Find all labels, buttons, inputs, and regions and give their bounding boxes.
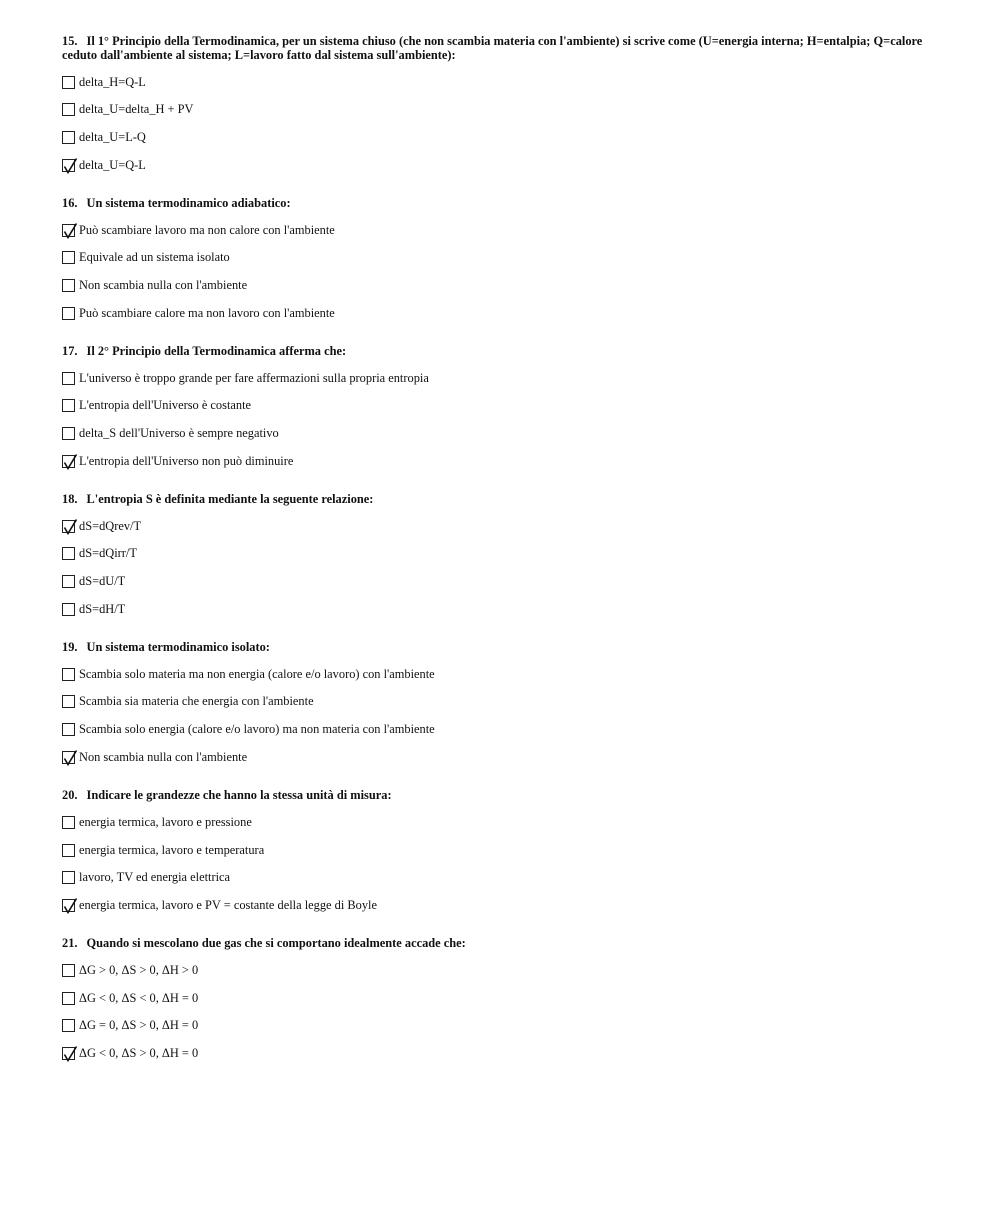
option-label: dS=dQirr/T [79, 546, 137, 561]
answer-option[interactable] [62, 248, 942, 268]
checkbox[interactable] [62, 723, 75, 736]
answer-option[interactable] [62, 572, 942, 592]
checkbox[interactable] [62, 964, 75, 977]
question-block [62, 492, 942, 619]
answer-option[interactable] [62, 368, 942, 388]
checkbox[interactable] [62, 131, 75, 144]
checked-checkbox[interactable] [62, 520, 75, 533]
question-heading [62, 640, 942, 654]
checkbox[interactable] [62, 695, 75, 708]
option-label: dS=dH/T [79, 601, 126, 616]
quiz-document [62, 34, 942, 1084]
checkbox[interactable] [62, 992, 75, 1005]
question-text: Quando si mescolano due gas che si comportano idealmente accade che: [86, 936, 466, 951]
option-label: ΔG < 0, ΔS > 0, ΔH = 0 [79, 1045, 199, 1060]
checkbox[interactable] [62, 399, 75, 412]
option-label: delta_U=L-Q [79, 129, 146, 144]
question-block [62, 196, 942, 323]
checkbox[interactable] [62, 103, 75, 116]
question-heading [62, 196, 942, 210]
question-heading [62, 788, 942, 802]
checked-checkbox[interactable] [62, 224, 75, 237]
option-label: lavoro, TV ed energia elettrica [79, 870, 231, 885]
checked-checkbox[interactable] [62, 455, 75, 468]
checked-checkbox[interactable] [62, 159, 75, 172]
question-block [62, 788, 942, 915]
answer-option[interactable] [62, 895, 942, 915]
option-label: ΔG < 0, ΔS < 0, ΔH = 0 [79, 990, 199, 1005]
answer-option[interactable] [62, 275, 942, 295]
question-heading [62, 34, 942, 62]
question-number: 17. [62, 344, 78, 359]
answer-option[interactable] [62, 220, 942, 240]
question-number: 18. [62, 492, 78, 507]
question-text: Indicare le grandezze che hanno la stessa unità di misura: [86, 788, 392, 803]
question-text: L'entropia S è definita mediante la seguente relazione: [86, 492, 374, 507]
answer-option[interactable] [62, 812, 942, 832]
answer-option[interactable] [62, 692, 942, 712]
checkbox[interactable] [62, 427, 75, 440]
option-label: delta_U=delta_H + PV [79, 102, 194, 117]
question-number: 16. [62, 196, 78, 211]
option-label: Non scambia nulla con l'ambiente [79, 749, 248, 764]
checkbox[interactable] [62, 816, 75, 829]
option-label: Equivale ad un sistema isolato [79, 250, 230, 265]
option-label: energia termica, lavoro e pressione [79, 814, 252, 829]
answer-option[interactable] [62, 1043, 942, 1063]
option-label: L'entropia dell'Universo è costante [79, 398, 252, 413]
question-number: 21. [62, 936, 78, 951]
option-label: Scambia solo energia (calore e/o lavoro) ma non materia con l'ambiente [79, 722, 435, 737]
question-text: Un sistema termodinamico adiabatico: [86, 196, 291, 211]
option-label: ΔG > 0, ΔS > 0, ΔH > 0 [79, 962, 199, 977]
question-block [62, 344, 942, 471]
answer-option[interactable] [62, 664, 942, 684]
question-block [62, 640, 942, 767]
question-text: Il 2° Principio della Termodinamica afferma che: [86, 344, 347, 359]
option-label: delta_S dell'Universo è sempre negativo [79, 426, 279, 440]
question-text: Il 1° Principio della Termodinamica, per un sistema chiuso (che non scambia materia con l'ambiente) si scrive come (U=energia interna; H=entalpia; Q=calore ceduto dall'ambiente al sistema; L=lavoro fatto dal sistema sull'ambiente): [62, 34, 923, 62]
question-block [62, 936, 942, 1063]
checked-checkbox[interactable] [62, 751, 75, 764]
answer-option[interactable] [62, 544, 942, 564]
checkbox[interactable] [62, 668, 75, 681]
checkbox[interactable] [62, 844, 75, 857]
option-label: Può scambiare lavoro ma non calore con l'ambiente [79, 222, 335, 237]
option-label: Non scambia nulla con l'ambiente [79, 277, 248, 292]
question-number: 19. [62, 640, 78, 655]
question-heading [62, 344, 942, 358]
answer-option[interactable] [62, 127, 942, 147]
answer-option[interactable] [62, 720, 942, 740]
question-heading [62, 936, 942, 950]
checkmark-icon [62, 453, 78, 470]
answer-option[interactable] [62, 72, 942, 92]
checked-checkbox[interactable] [62, 1047, 75, 1060]
option-label: energia termica, lavoro e temperatura [79, 842, 265, 857]
checkmark-icon [62, 897, 78, 914]
option-label: delta_H=Q-L [79, 74, 146, 89]
checkbox[interactable] [62, 307, 75, 320]
checkbox[interactable] [62, 279, 75, 292]
checked-checkbox[interactable] [62, 899, 75, 912]
checkbox[interactable] [62, 76, 75, 89]
answer-option[interactable] [62, 840, 942, 860]
checkbox[interactable] [62, 1019, 75, 1032]
answer-option[interactable] [62, 100, 942, 120]
question-text: Un sistema termodinamico isolato: [86, 640, 270, 655]
option-label: Scambia sia materia che energia con l'ambiente [79, 694, 314, 709]
checkbox[interactable] [62, 871, 75, 884]
answer-option[interactable] [62, 516, 942, 536]
answer-option[interactable] [62, 988, 942, 1008]
option-label: energia termica, lavoro e PV = costante della legge di Boyle [79, 897, 377, 912]
answer-option[interactable] [62, 599, 942, 619]
answer-option[interactable] [62, 1016, 942, 1036]
question-heading [62, 492, 942, 506]
answer-option[interactable] [62, 155, 942, 175]
checkbox[interactable] [62, 251, 75, 264]
checkbox[interactable] [62, 575, 75, 588]
checkmark-icon [62, 1045, 78, 1062]
answer-option[interactable] [62, 868, 942, 888]
answer-option[interactable] [62, 424, 942, 444]
option-label: Può scambiare calore ma non lavoro con l'ambiente [79, 305, 335, 320]
checkbox[interactable] [62, 372, 75, 385]
option-label: L'universo è troppo grande per fare affermazioni sulla propria entropia [79, 370, 429, 385]
checkbox[interactable] [62, 547, 75, 560]
answer-option[interactable] [62, 303, 942, 323]
checkmark-icon [62, 157, 78, 174]
option-label: L'entropia dell'Universo non può diminuire [79, 453, 294, 468]
question-block [62, 34, 942, 175]
checkmark-icon [62, 518, 78, 535]
option-label: dS=dQrev/T [79, 518, 142, 533]
checkmark-icon [62, 222, 78, 239]
option-label: delta_U=Q-L [79, 157, 146, 172]
answer-option[interactable] [62, 960, 942, 980]
option-label: dS=dU/T [79, 574, 126, 589]
answer-option[interactable] [62, 396, 942, 416]
option-label: ΔG = 0, ΔS > 0, ΔH = 0 [79, 1018, 199, 1033]
checkbox[interactable] [62, 603, 75, 616]
checkmark-icon [62, 749, 78, 766]
option-label: Scambia solo materia ma non energia (calore e/o lavoro) con l'ambiente [79, 666, 435, 681]
answer-option[interactable] [62, 747, 942, 767]
answer-option[interactable] [62, 451, 942, 471]
question-number: 15. [62, 34, 78, 48]
question-number: 20. [62, 788, 78, 803]
